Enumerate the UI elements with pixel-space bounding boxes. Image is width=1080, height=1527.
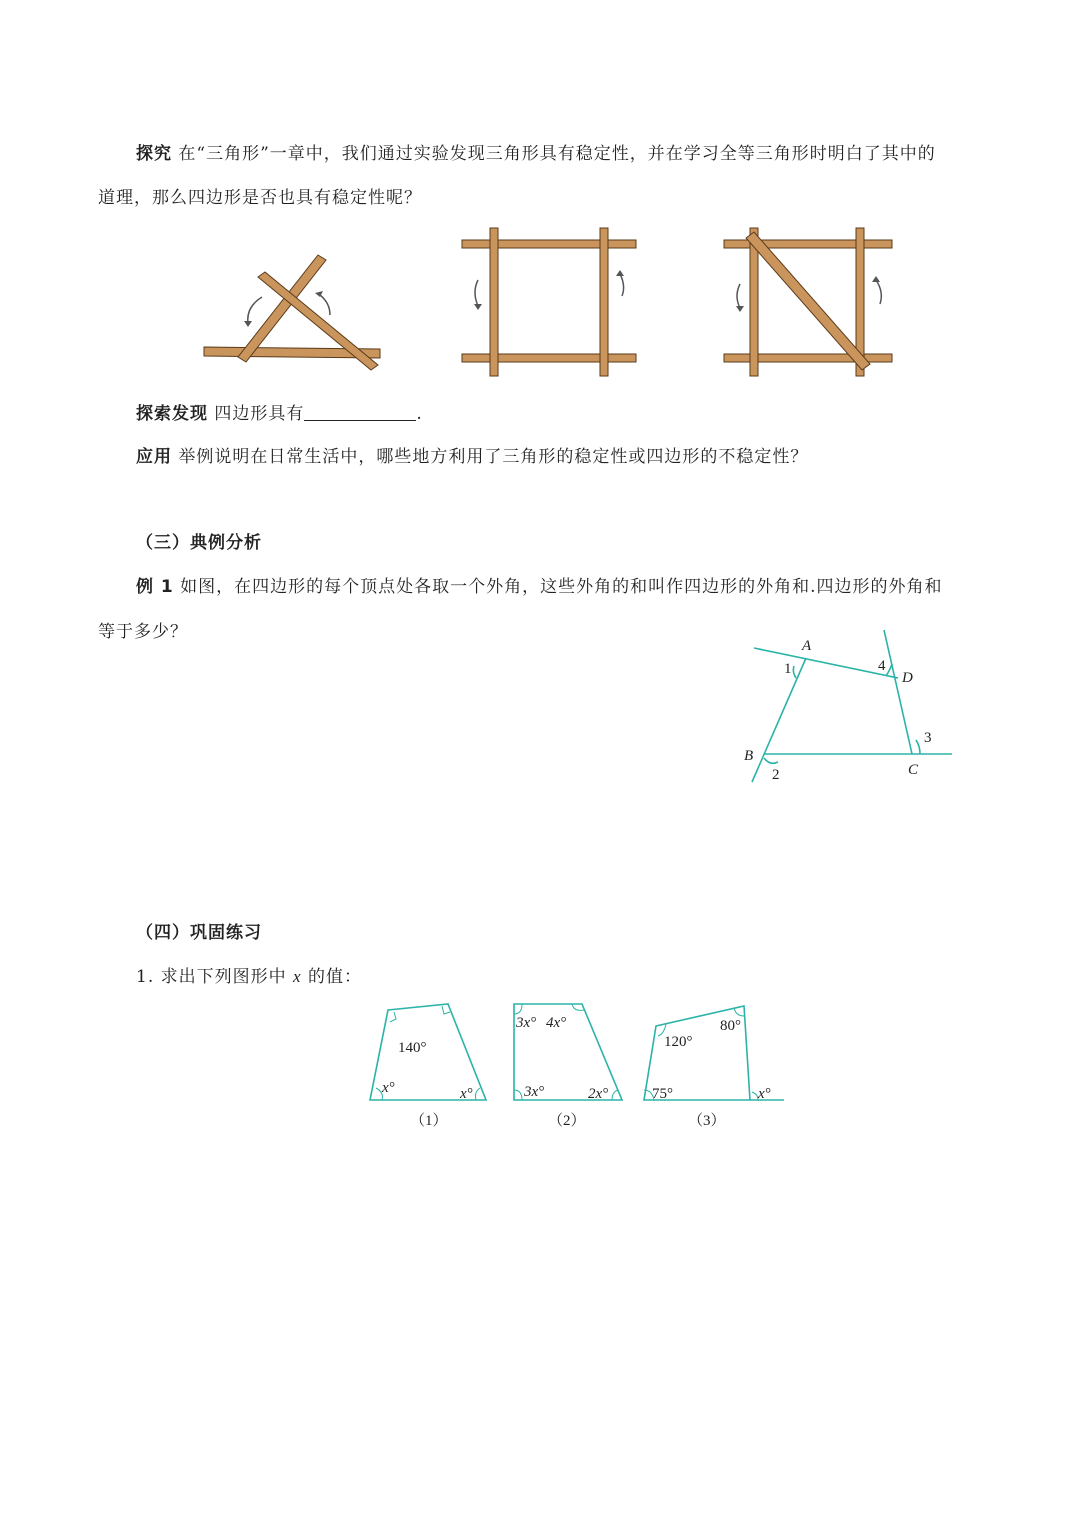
fig2-caption: （2）	[548, 1113, 586, 1129]
apply-heading: 应用	[136, 447, 172, 467]
exercise-1-text-before: 求出下列图形中	[160, 967, 287, 987]
exercise-figure-2	[514, 1004, 622, 1129]
explore-heading: 探究	[136, 144, 172, 164]
explore-line-2	[98, 183, 422, 208]
explore-text-1: 在“三角形”一章中，我们通过实验发现三角形具有稳定性，并在学习全等三角形时明白了其中的	[178, 144, 936, 164]
exercise-figure-3	[644, 1006, 784, 1129]
fig1-angle-x-left: x°	[382, 1080, 395, 1096]
stick	[462, 354, 636, 362]
discover-text: 四边形具有	[214, 404, 305, 424]
apply-line	[136, 442, 808, 467]
vertex-d-label: D	[902, 670, 913, 686]
fig3-caption: （3）	[688, 1113, 726, 1129]
section-4-title: （四）巩固练习	[136, 923, 262, 943]
exercise-1-text-after: 的值：	[308, 967, 362, 987]
side-ad-extended	[754, 648, 898, 678]
stick-square-diagonal-illustration	[720, 226, 900, 376]
fig2-angle-2x: 2x°	[588, 1086, 609, 1102]
exercise-figure-1	[370, 1004, 486, 1129]
fig3-angle-120: 120°	[664, 1034, 693, 1050]
vertex-b-label: B	[744, 748, 754, 764]
exercise-figures	[366, 1000, 786, 1135]
answer-blank[interactable]	[304, 404, 416, 421]
angle-3-arc	[916, 740, 920, 754]
apply-text: 举例说明在日常生活中，哪些地方利用了三角形的稳定性或四边形的不稳定性？	[178, 447, 809, 467]
angle-1-arc	[793, 666, 796, 678]
discover-end: .	[416, 404, 423, 424]
fig2-angle-3x-bottom: 3x°	[524, 1084, 545, 1100]
explore-text-2: 道理，那么四边形是否也具有稳定性呢？	[98, 188, 422, 208]
rotate-arrow-icon	[620, 274, 624, 296]
angle-3-label: 3	[924, 730, 932, 746]
rotate-arrow-icon	[320, 295, 330, 315]
stick-triangle-illustration	[200, 255, 400, 385]
angle-2-label: 2	[772, 767, 780, 783]
stick-square-illustration	[460, 226, 640, 376]
rotate-arrow-icon	[248, 297, 262, 323]
angle-1-label: 1	[784, 661, 792, 677]
example-1-heading: 例 1	[136, 577, 174, 597]
exercise-1-line	[136, 962, 362, 987]
side-ab-extended	[752, 658, 806, 782]
vertex-a-label: A	[802, 638, 812, 654]
section-3-title: （三）典例分析	[136, 533, 262, 553]
explore-line-1	[136, 139, 936, 164]
side-dc-extended	[884, 630, 912, 754]
stick	[462, 240, 636, 248]
exercise-1-number: 1.	[136, 967, 155, 987]
vertex-c-label: C	[908, 762, 919, 778]
example-1-line-1	[136, 572, 943, 597]
example-1-text-1: 如图，在四边形的每个顶点处各取一个外角，这些外角的和叫作四边形的外角和.四边形的外角和	[180, 577, 943, 597]
quadrilateral-exterior-angle-figure	[740, 630, 960, 790]
exercise-1-variable: x	[293, 967, 302, 986]
fig2-angle-3x-top: 3x°	[516, 1015, 537, 1031]
fig2-angle-4x: 4x°	[546, 1015, 567, 1031]
example-1-line-2	[98, 617, 188, 642]
fig3-angle-x: x°	[758, 1086, 771, 1102]
angle-4-label: 4	[878, 658, 886, 674]
angle-4-arc	[886, 664, 892, 676]
rotate-arrow-icon	[737, 284, 740, 308]
discover-heading: 探索发现	[136, 404, 208, 424]
discover-line	[136, 399, 423, 424]
fig3-angle-80: 80°	[720, 1018, 741, 1034]
fig1-angle-140: 140°	[398, 1040, 427, 1056]
stick	[746, 232, 870, 370]
angle-2-arc	[764, 758, 778, 763]
fig3-angle-75: 75°	[652, 1086, 673, 1102]
fig1-angle-x-right: x°	[460, 1086, 473, 1102]
stick	[490, 228, 498, 376]
rotate-arrow-icon	[876, 280, 881, 304]
stick	[600, 228, 608, 376]
fig1-caption: （1）	[410, 1113, 448, 1129]
example-1-text-2: 等于多少？	[98, 622, 188, 642]
rotate-arrow-icon	[475, 280, 478, 306]
